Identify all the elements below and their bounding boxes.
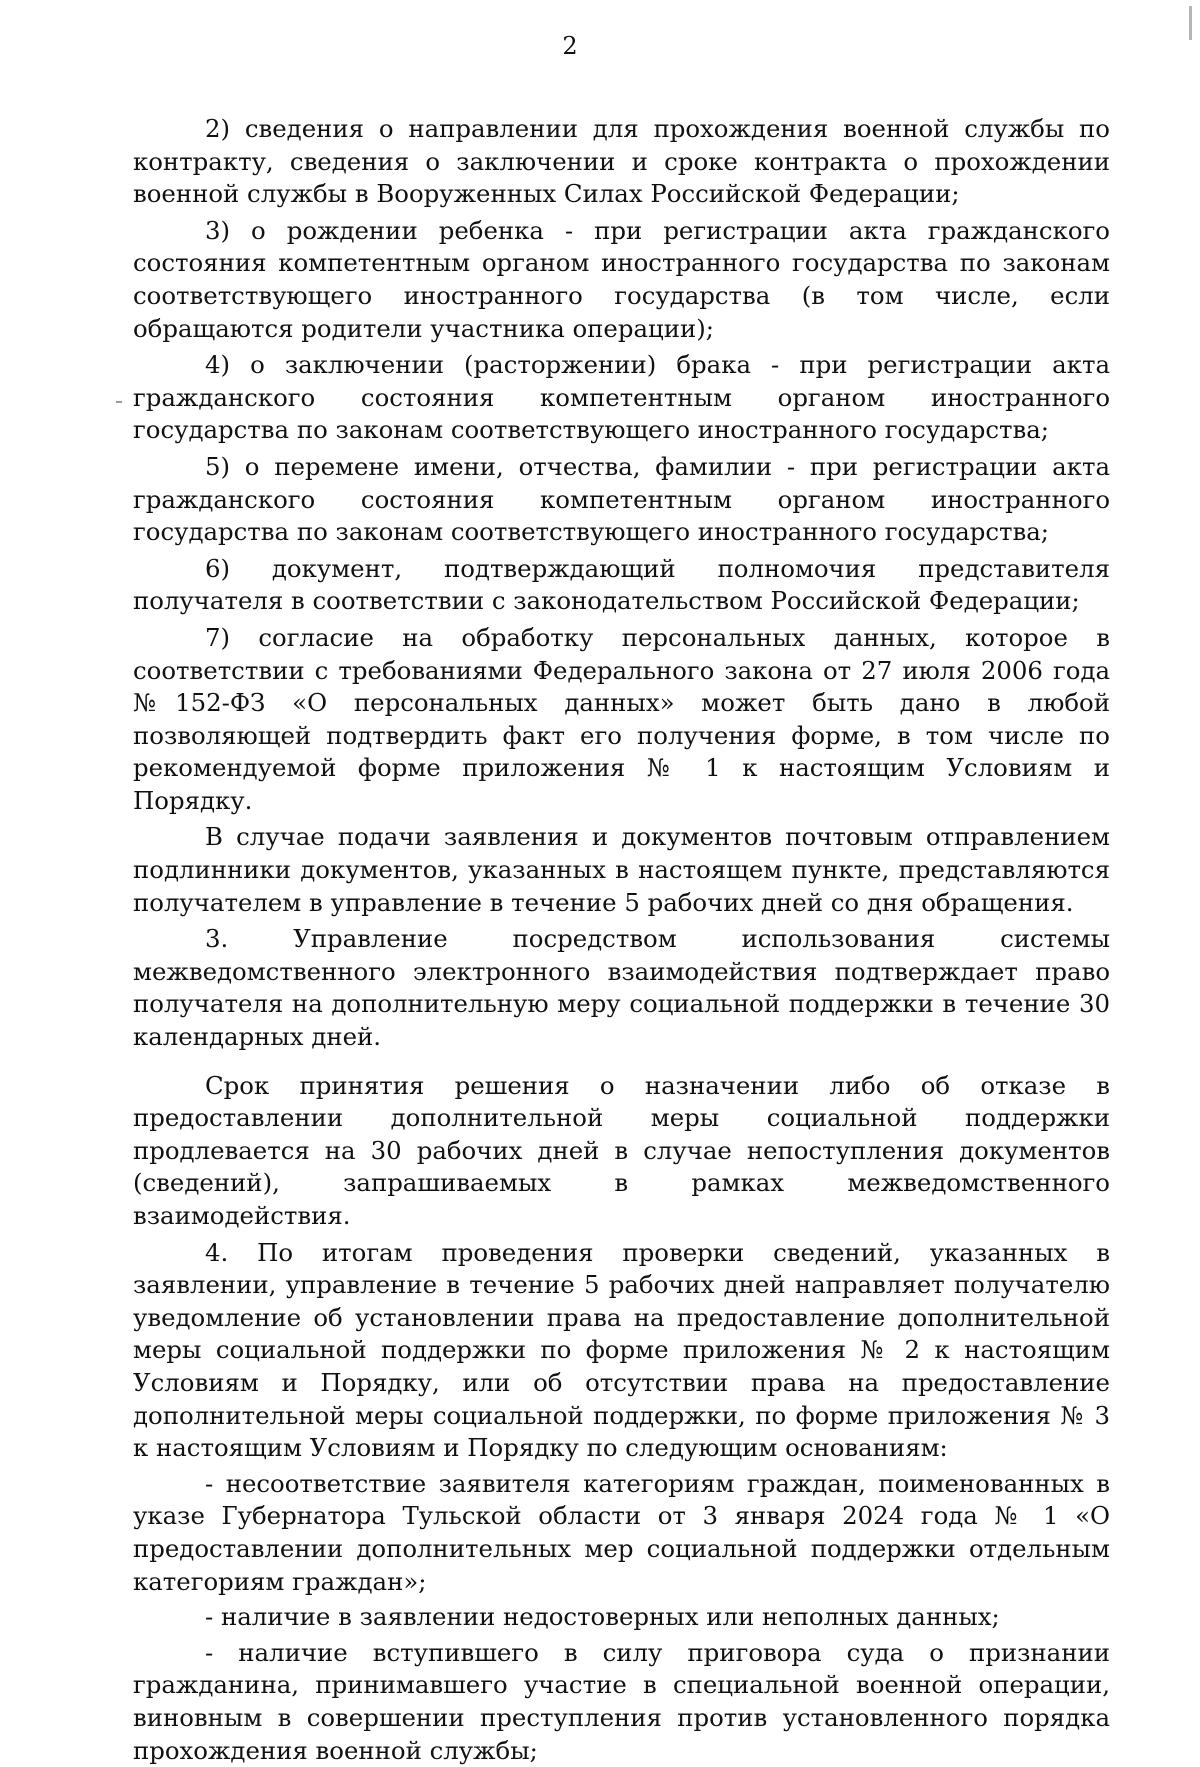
paragraph-item-2: 2) сведения о направлении для прохождения военной службы по контракту, сведения о заключении и сроке контракта о прохождении военной службы в Вооруженных Силах Российской Федерации; <box>133 114 1110 209</box>
paragraph-item-7: 7) согласие на обработку персональных данных, которое в соответствии с требованиями Федерального закона от 27 июля 2006 года №152-ФЗ «О персональных данных» может быть дано в любой позволяющей подтвердить факт его получения форме, в том числе по рекомендуемой форме приложения № 1 к настоящим Условиям и Порядку. <box>133 622 1110 815</box>
paragraph-section-4: 4. По итогам проведения проверки сведений, указанных в заявлении, управление в течение 5 рабочих дней направляет получателю уведомление об установлении права на предоставление дополнительной меры социальной поддержки по форме приложения № 2 к настоящим Условиям и Порядку, или об отсутствии права на предоставление дополнительной меры социальной поддержки, по форме приложения № 3 к настоящим Условиям и Порядку по следующим основаниям: <box>133 1237 1110 1463</box>
document-body <box>133 113 1110 1767</box>
paragraph-ground-court-verdict: - наличие вступившего в силу приговора суда о признании гражданина, принимавшего участие в специальной военной операции, виновным в совершении преступления против установленного порядка прохождения военной службы; <box>133 1637 1110 1765</box>
paragraph-item-6: 6) документ, подтверждающий полномочия представителя получателя в соответствии с законодательством Российской Федерации; <box>133 553 1110 616</box>
scan-speck <box>116 401 122 403</box>
paragraph-section-3: 3. Управление посредством использования системы межведомственного электронного взаимодействия подтверждает право получателя на дополнительную меру социальной поддержки в течение 30 календарных дней. <box>133 924 1110 1052</box>
scan-edge-mark <box>1189 6 1192 40</box>
paragraph-item-5: 5) о перемене имени, отчества, фамилии - при регистрации акта гражданского состояния компетентным органом иностранного государства по законам соответствующего иностранного государства; <box>133 451 1110 547</box>
paragraph-item-4: 4) о заключении (расторжении) брака - при регистрации акта гражданского состояния компетентным органом иностранного государства по законам соответствующего иностранного государства; <box>133 350 1110 445</box>
paragraph-ground-invalid-data: - наличие в заявлении недостоверных или неполных данных; <box>205 1602 1000 1632</box>
paragraph-ground-category: - несоответствие заявителя категориям граждан, поименованных в указе Губернатора Тульской области от 3 января 2024 года № 1 «О предоставлении дополнительных мер социальной поддержки отдельным категориям граждан»; <box>133 1468 1110 1596</box>
paragraph-decision-deadline: Срок принятия решения о назначении либо об отказе в предоставлении дополнительной меры социальной поддержки продлевается на 30 рабочих дней в случае непоступления документов (сведений), запрашиваемых в рамках межведомственного взаимодействия. <box>133 1070 1110 1230</box>
page-number: 2 <box>562 32 578 60</box>
paragraph-postal-submission: В случае подачи заявления и документов почтовым отправлением подлинники документов, указанных в настоящем пункте, представляются получателем в управление в течение 5 рабочих дней со дня обращения. <box>133 822 1110 917</box>
paragraph-item-3: 3) о рождении ребенка - при регистрации акта гражданского состояния компетентным органом иностранного государства по законам соответствующего иностранного государства (в том числе, если обращаются родители участника операции); <box>133 215 1110 343</box>
